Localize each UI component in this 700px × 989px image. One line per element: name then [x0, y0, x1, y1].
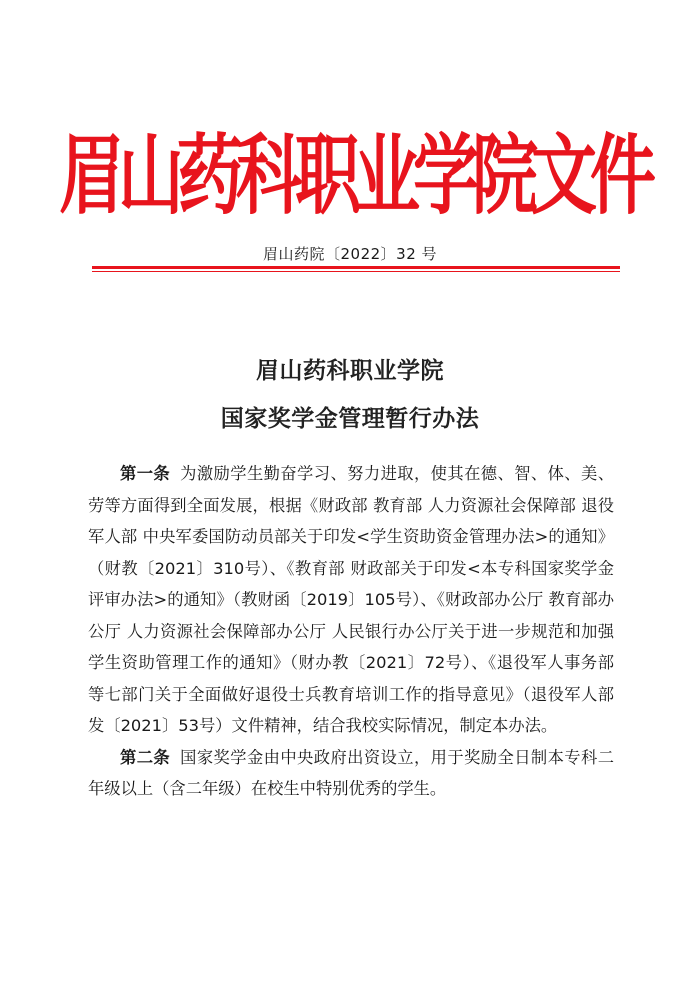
header-divider-thin: [92, 271, 620, 272]
document-body: [88, 458, 614, 805]
header-divider: [92, 266, 620, 269]
document-number: 眉山药院〔2022〕32 号: [262, 245, 438, 263]
document-title-line1: 眉山药科职业学院: [256, 357, 444, 384]
article-label: 第二条: [120, 747, 171, 767]
article-text: 为激励学生勤奋学习、努力进取，使其在德、智、体、美、劳等方面得到全面发展，根据《财政部 教育部 人力资源社会保障部 退役军人部 中央军委国防动员部关于印发<学生资助资金管理办法>的通知》（财教〔2021〕310号）、《教育部 财政部关于印发<本专科国家奖学金评审办法>的通知》（教财函〔2019〕105号）、《财政部办公厅 教育部办公厅 人力资源社会保障部办公厅 人民银行办公厅关于进一步规范和加强学生资助管理工作的通知》（财办教〔2021〕72号）、《退役军人事务部等七部门关于全面做好退役士兵教育培训工作的指导意见》（退役军人部发〔2021〕53号）文件精神，结合我校实际情况，制定本办法。: [88, 464, 614, 735]
article-label: 第一条: [120, 464, 171, 483]
article-text: 国家奖学金由中央政府出资设立，用于奖励全日制本专科二年级以上（含二年级）在校生中特别优秀的学生。: [88, 747, 614, 798]
article-2: [88, 742, 614, 805]
document-title-line2: 国家奖学金管理暂行办法: [220, 405, 480, 432]
article-1: [88, 458, 614, 742]
document-header-title: 眉山药科职业学院文件: [59, 122, 649, 226]
